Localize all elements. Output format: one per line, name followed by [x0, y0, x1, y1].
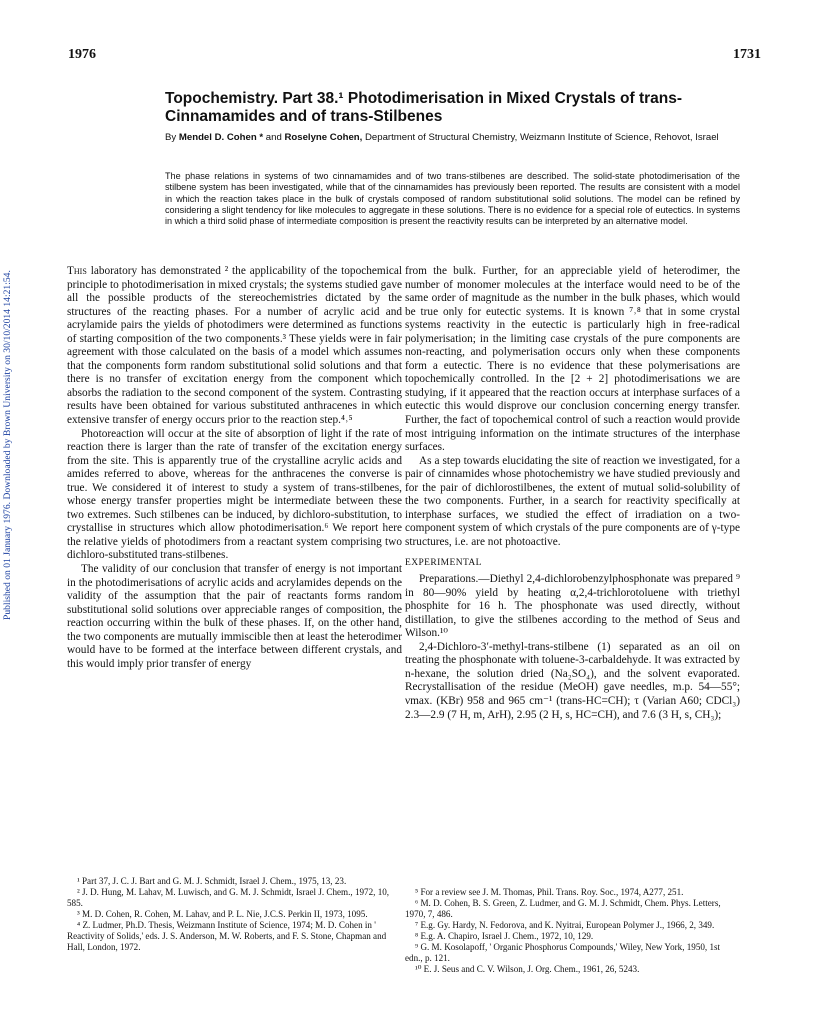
paragraph: from the bulk. Further, for an appreciable yield of heterodimer, the number of monomer molecules at the interface would need to be of the same order of magnitude as the number in the bulk phases, which would be true only for eutectic systems. It is known ⁷˒⁸ that in some crystal systems reactivity in the eutectic is particularly high in free-radical polymerisation; in the limiting case crystals of the pure components are non-reacting, and polymerisation occurs only when these components form a eutectic. There is no evidence that these polymerisations are topochemically controlled. In the [2 + 2] photodimerisations we are studying, if it appeared that the reaction occurs at interphase surfaces of a eutectic this would disprove our conclusion concerning energy transfer. Further, the fact of topochemical control of such a reaction would provide most intriguing information on the intimate structures of the interphase surfaces. — [405, 265, 740, 454]
footnote: ⁷ E.g. Gy. Hardy, N. Fedorova, and K. Nyitrai, European Polymer J., 1966, 2, 349. — [415, 920, 715, 930]
footnote: ³ M. D. Cohen, R. Cohen, M. Lahav, and P. L. Nie, J.C.S. Perkin II, 1973, 1095. — [77, 909, 368, 919]
page-number-left: 1976 — [68, 47, 96, 62]
footnotes-left — [67, 876, 402, 953]
footnote: ⁴ Z. Ludmer, Ph.D. Thesis, Weizmann Institute of Science, 1974; M. D. Cohen in ' Reactivity of Solids,' eds. J. S. Anderson, M. W. Roberts, and F. S. Stone, Chapman and Hall, London, 1972. — [67, 920, 387, 952]
affiliation: Department of Structural Chemistry, Weizmann Institute of Science, Rehovot, Israel — [364, 132, 719, 143]
by-label: By — [165, 132, 177, 143]
page-number-right: 1731 — [733, 47, 761, 62]
footnote: ⁶ M. D. Cohen, B. S. Green, Z. Ludmer, and G. M. J. Schmidt, Chem. Phys. Letters, 1970, 7, 486. — [405, 898, 721, 919]
body-column-right — [405, 265, 740, 722]
and-label: and — [265, 132, 282, 143]
paragraph — [67, 265, 402, 428]
paragraph: Preparations.—Diethyl 2,4-dichlorobenzylphosphonate was prepared ⁹ in 80—90% yield by heating α,2,4-trichlorotoluene with triethyl phosphite for 16 h. The phosphonate was used directly, without distillation, to give the stilbenes according to the method of Seus and Wilson.¹⁰ — [405, 573, 740, 640]
author-1: Mendel D. Cohen — [178, 132, 257, 143]
author-line — [165, 132, 740, 144]
section-heading: EXPERIMENTAL — [405, 558, 482, 569]
corresponding-mark: * — [259, 132, 264, 143]
body-column-left — [67, 265, 402, 671]
paragraph: Photoreaction will occur at the site of absorption of light if the rate of reaction there is larger than the rate of transfer of the excitation energy from the site. This is apparently true of the crystalline acrylic acids and amides referred to above, whereas for the anthracenes the converse is true. We considered it of interest to study a system of trans-stilbenes, whose energy transfer properties might be intermediate between these two extremes. Such stilbenes can be induced, by dichloro-substitution, to crystallise in structures which allow photodimerisation.⁶ We report here the relative yields of photodimers from a reactant system comprising two dichloro-substituted trans-stilbenes. — [67, 427, 402, 562]
article-title: Topochemistry. Part 38.¹ Photodimerisation in Mixed Crystals of trans-Cinnamamides and of trans-Stilbenes — [165, 90, 683, 125]
paragraph: The validity of our conclusion that transfer of energy is not important in the photodimerisations of acrylic acids and acrylamides depends on the validity of the assumption that the pair of reactants forms random substitutional solid solutions over appreciable ranges of composition, the reaction occurring within the bulk of these phases. If, on the other hand, the two components are mutually immiscible then at least the heterodimer would have to be formed at the interface between different crystals, and this would imply prior transfer of energy — [67, 563, 402, 670]
paragraph-text: laboratory has demonstrated ² the applicability of the topochemical principle to photodimerisation in mixed crystals; the systems studied gave all the possible products of the stereochemistries dictated by the structures of the reacting phases. For a number of acrylic acid and acrylamide pairs the yields of photodimers were determined as functions of starting composition of the two components.³ These yields were in fair agreement with those calculated on the basis of a model which assumes that the components form random substitutional solid solutions and that there is no transfer of excitation energy from the component which absorbs the radiation to the second component of the system. Contrasting results have been obtained for various substituted anthracenes in which extensive transfer of energy occurs prior to the reaction step.⁴˒⁵ — [67, 265, 402, 427]
footnote: ¹⁰ E. J. Seus and C. V. Wilson, J. Org. Chem., 1961, 26, 5243. — [415, 964, 640, 974]
abstract: The phase relations in systems of two cinnamamides and of two trans-stilbenes are described. The solid-state photodimerisation of the stilbene system has been investigated, while that of the cinnamamides has previously been reported. The results are consistent with a model in which the reaction takes place in the bulk of crystals composed of random substitutional solid solutions. The model can be refined by considering a slight tendency for like molecules to aggregate in these solutions. There is no evidence for a special role of eutectics. In systems in which a third solid phase of intermediate composition is present the reactivity results can be interpreted by an alternative model. — [165, 171, 740, 227]
footnote: ⁵ For a review see J. M. Thomas, Phil. Trans. Roy. Soc., 1974, A277, 251. — [415, 887, 684, 897]
footnote: ¹ Part 37, J. C. J. Bart and G. M. J. Schmidt, Israel J. Chem., 1975, 13, 23. — [77, 876, 347, 886]
drop-word: This — [67, 265, 87, 277]
paragraph: As a step towards elucidating the site of reaction we investigated, for a pair of cinnamides whose photochemistry we have studied previously and for the pair of dichlorostilbenes, the extent of mutual solid-solubility of the two components. Further, in a search for reactivity specifically at interphase surfaces, we studied the effect of irradiation on a two-component system of which crystals of the pure components are of γ-type structures, i.e. are not photoactive. — [405, 454, 740, 548]
footnote: ⁸ E.g. A. Chapiro, Israel J. Chem., 1972, 10, 129. — [415, 931, 594, 941]
author-2: Roselyne Cohen, — [284, 132, 363, 143]
footnote: ² J. D. Hung, M. Lahav, M. Luwisch, and G. M. J. Schmidt, Israel J. Chem., 1972, 10, 585. — [67, 887, 390, 908]
paragraph: 2,4-Dichloro-3′-methyl-trans-stilbene (1) separated as an oil on treating the phosphonate with toluene-3-carbaldehyde. It was extracted by n-hexane, the solution dried (Na₂SO₄), and the solvent evaporated. Recrystallisation of the residue (MeOH) gave needles, m.p. 54—55°; νmax. (KBr) 958 and 965 cm⁻¹ (trans-HC=CH); τ (Varian A60; CDCl₃) 2.3—2.9 (7 H, m, ArH), 2.95 (2 H, s, HC=CH), and 7.6 (3 H, s, CH₃); — [405, 640, 740, 721]
download-watermark[interactable]: Published on 01 January 1976. Downloaded by Brown University on 30/10/2014 14:21:54. — [2, 270, 13, 620]
footnotes-right — [405, 887, 740, 975]
footnote: ⁹ G. M. Kosolapoff, ' Organic Phosphorus Compounds,' Wiley, New York, 1950, 1st edn., p. 121. — [405, 942, 721, 963]
